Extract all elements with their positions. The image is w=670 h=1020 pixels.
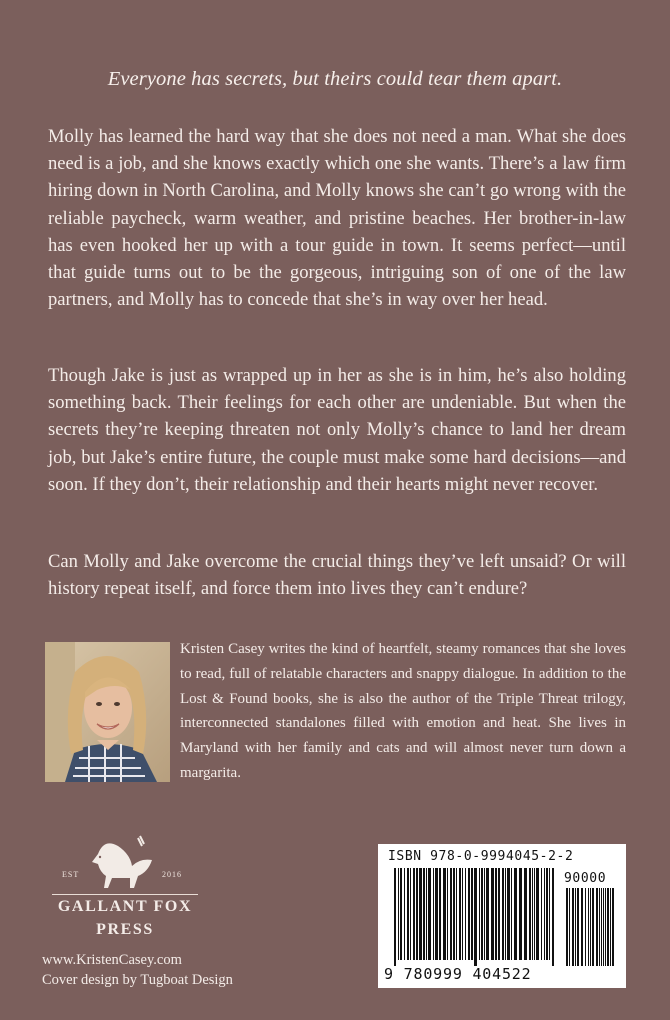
logo-divider xyxy=(52,894,198,895)
barcode-bar xyxy=(404,868,405,960)
barcode-addon-bar xyxy=(577,888,579,966)
barcode-bar xyxy=(544,868,545,960)
barcode-addon-bar xyxy=(592,888,594,966)
barcode-bar xyxy=(435,868,438,960)
barcode-bar xyxy=(502,868,504,960)
barcode-bar xyxy=(519,868,522,960)
barcode-bar xyxy=(541,868,542,960)
barcode-bar xyxy=(505,868,506,960)
barcode-addon-bar xyxy=(603,888,604,966)
barcode-bar xyxy=(394,868,396,966)
barcode-bar xyxy=(507,868,510,960)
barcode-addon-bar xyxy=(585,888,586,966)
barcode-bar xyxy=(443,868,446,960)
barcode-addon-bar xyxy=(575,888,576,966)
barcode-addon-bar xyxy=(572,888,574,966)
barcode-bar xyxy=(529,868,531,960)
barcode-addon-bar xyxy=(612,888,614,966)
publisher-logo xyxy=(40,832,210,947)
barcode-bar xyxy=(468,868,470,960)
barcode-bar xyxy=(410,868,411,960)
barcode-bar xyxy=(495,868,497,960)
barcode-bar xyxy=(479,868,480,960)
barcode-bar xyxy=(481,868,483,960)
barcode-digits: 9 780999 404522 xyxy=(384,965,532,983)
barcode-bar xyxy=(511,868,512,960)
design-credit: Cover design by Tugboat Design xyxy=(42,972,233,988)
barcode-bar xyxy=(426,868,427,960)
barcode-bar xyxy=(407,868,409,960)
barcode-bar xyxy=(491,868,494,960)
isbn-text: ISBN 978-0-9994045-2-2 xyxy=(388,849,574,864)
barcode-bar xyxy=(453,868,455,960)
barcode-addon-bar xyxy=(590,888,591,966)
publisher-est: EST xyxy=(62,870,80,879)
barcode-bar xyxy=(534,868,535,960)
barcode-bar xyxy=(514,868,517,960)
barcode-bar xyxy=(428,868,431,960)
tagline: Everyone has secrets, but theirs could tear them apart. xyxy=(107,68,563,90)
barcode-bar xyxy=(413,868,415,960)
barcode-bar xyxy=(471,868,473,960)
blurb-paragraph-1: Molly has learned the hard way that she does not need a man. What she does need is a job, and she knows exactly which one she wants. There’s a law firm hiring down in North Carolina, and Molly knows she can’t go wrong with the reliable paycheck, warm weather, and pristine beaches. Her brother-in-law has even hooked her up with a tour guide in town. It seems perfect—until that guide turns out to be the gorgeous, intriguing son of one of the law partners, and Molly has to concede that she’s in way over her head. xyxy=(48,126,626,311)
author-bio: Kristen Casey writes the kind of heartfelt, steamy romances that she loves to read, full of relatable characters and snappy dialogue. In addition to the Lost & Found books, she is also the author of the Triple Threat trilogy, interconnected standalones filled with emotion and heat. She lives in Maryland with her family and cats and will almost never turn down a margarita. xyxy=(180,641,626,781)
blurb-paragraph-2: Though Jake is just as wrapped up in her as she is in him, he’s also holding something back. Their feelings for each other are undeniable. But when the secrets they’re keeping threaten not only Molly’s chance to land her dream job, but Jake’s entire future, the couple must make some hard decisions—and soon. If they don’t, their relationship and their hearts might never recover. xyxy=(48,365,626,495)
barcode-bar xyxy=(486,868,489,960)
barcode-bar xyxy=(416,868,418,960)
barcode-bar xyxy=(498,868,500,960)
barcode-addon-bar xyxy=(581,888,583,966)
fox-icon xyxy=(90,832,160,892)
barcode-bar xyxy=(419,868,422,960)
barcode-addon-bar xyxy=(596,888,598,966)
publisher-name-line1: GALLANT FOX xyxy=(57,898,193,915)
barcode-addon-bar xyxy=(601,888,602,966)
barcode-bar xyxy=(524,868,527,960)
publisher-year: 2016 xyxy=(162,870,182,879)
barcode-bar xyxy=(536,868,539,960)
price-addon: 90000 xyxy=(564,871,607,886)
barcode-bars xyxy=(386,868,618,968)
author-website[interactable]: www.KristenCasey.com xyxy=(42,952,182,968)
barcode-bar xyxy=(459,868,461,960)
barcode-addon-bar xyxy=(607,888,609,966)
barcode-addon-bar xyxy=(605,888,606,966)
barcode-bar xyxy=(474,868,477,966)
barcode-bar xyxy=(447,868,448,960)
barcode-bar xyxy=(465,868,466,960)
barcode-bar xyxy=(450,868,452,960)
barcode-bar xyxy=(549,868,550,960)
barcode-bar xyxy=(400,868,402,960)
barcode-bar xyxy=(462,868,463,960)
blurb-paragraph-3: Can Molly and Jake overcome the crucial things they’ve left unsaid? Or will history repeat itself, and force them into lives they can’t endure? xyxy=(48,551,626,600)
barcode-addon-bar xyxy=(569,888,570,966)
barcode-addon-bar xyxy=(610,888,611,966)
barcode-bar xyxy=(456,868,457,960)
barcode-bar xyxy=(423,868,425,960)
barcode xyxy=(378,844,626,988)
barcode-bar xyxy=(552,868,554,966)
barcode-bar xyxy=(398,868,399,960)
barcode-bar xyxy=(484,868,485,960)
publisher-name-line2: PRESS xyxy=(96,921,154,938)
barcode-addon-bar xyxy=(599,888,600,966)
barcode-bar xyxy=(439,868,441,960)
barcode-bar xyxy=(532,868,533,960)
author-photo xyxy=(45,642,170,782)
barcode-bar xyxy=(433,868,434,960)
barcode-addon-bar xyxy=(566,888,568,966)
barcode-bar xyxy=(546,868,548,960)
barcode-addon-bar xyxy=(588,888,589,966)
